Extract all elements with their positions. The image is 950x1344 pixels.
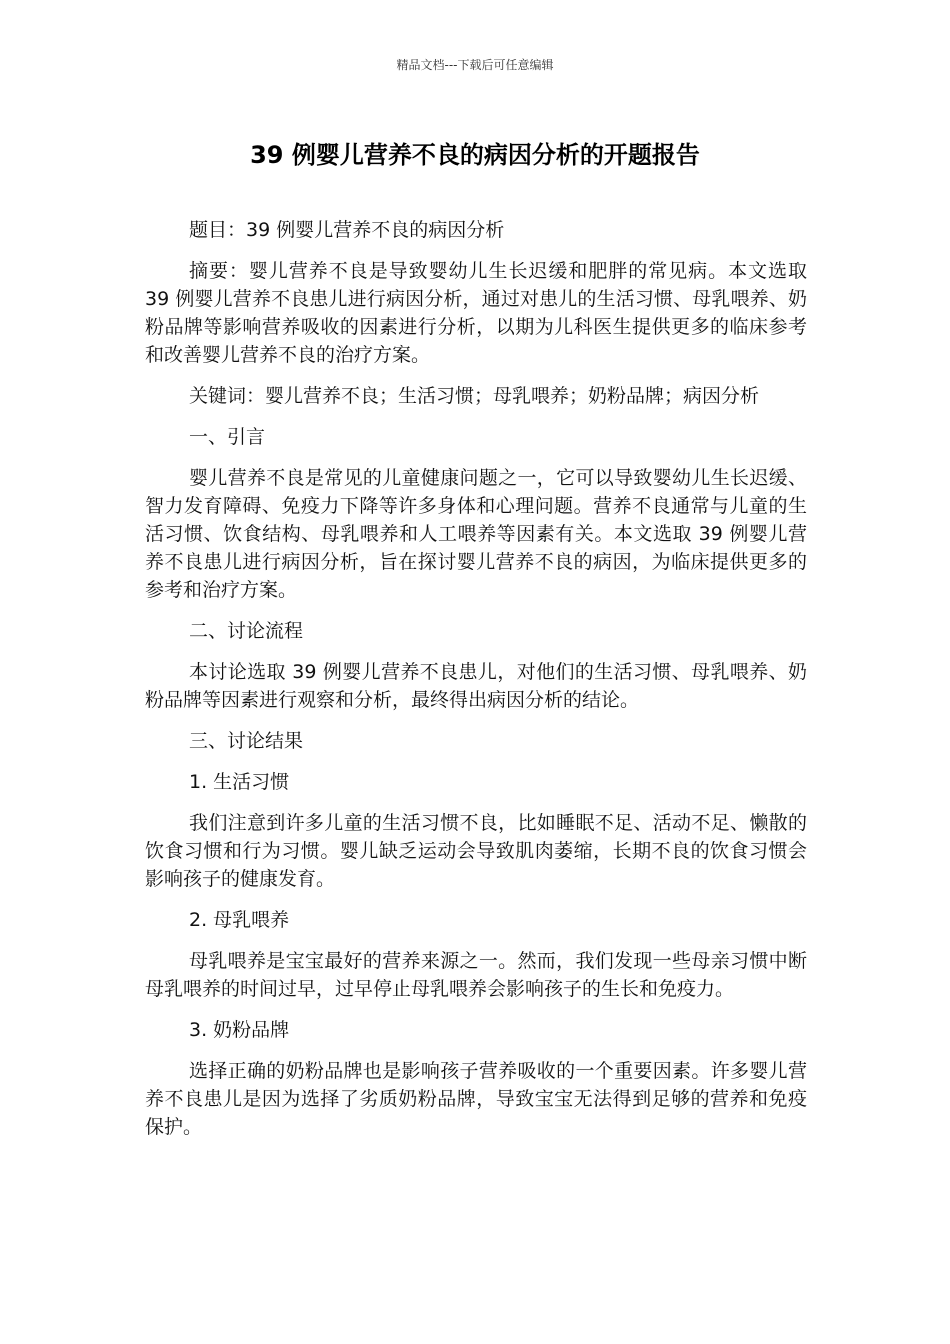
section-heading-introduction: 一、引言 — [189, 426, 266, 448]
subheading-living-habits: 1. 生活习惯 — [189, 771, 290, 793]
document-title: 39 例婴儿营养不良的病因分析的开题报告 — [250, 141, 700, 169]
process-paragraph: 本讨论选取 39 例婴儿营养不良患儿，对他们的生活习惯、母乳喂养、奶粉品牌等因素进行观察和分析，最终得出病因分析的结论。 — [145, 661, 807, 711]
breastfeeding-paragraph: 母乳喂养是宝宝最好的营养来源之一。然而，我们发现一些母亲习惯中断母乳喂养的时间过早，过早停止母乳喂养会影响孩子的生长和免疫力。 — [145, 950, 807, 1000]
section-heading-process: 二、讨论流程 — [189, 620, 304, 642]
subheading-formula-brand: 3. 奶粉品牌 — [189, 1019, 290, 1041]
subheading-breastfeeding: 2. 母乳喂养 — [189, 909, 290, 931]
keywords-paragraph: 关键词：婴儿营养不良；生活习惯；母乳喂养；奶粉品牌；病因分析 — [189, 385, 760, 407]
introduction-paragraph: 婴儿营养不良是常见的儿童健康问题之一，它可以导致婴幼儿生长迟缓、智力发育障碍、免疫力下降等许多身体和心理问题。营养不良通常与儿童的生活习惯、饮食结构、母乳喂养和人工喂养等因素有关。本文选取 39 例婴儿营养不良患儿进行病因分析，旨在探讨婴儿营养不良的病因，为临床提供更多的参考和治疗方案。 — [145, 467, 807, 601]
section-heading-results: 三、讨论结果 — [189, 730, 304, 752]
abstract-paragraph: 摘要：婴儿营养不良是导致婴幼儿生长迟缓和肥胖的常见病。本文选取 39 例婴儿营养不良患儿进行病因分析，通过对患儿的生活习惯、母乳喂养、奶粉品牌等影响营养吸收的因素进行分析，以期为儿科医生提供更多的临床参考和改善婴儿营养不良的治疗方案。 — [145, 260, 807, 366]
living-habits-paragraph: 我们注意到许多儿童的生活习惯不良，比如睡眠不足、活动不足、懒散的饮食习惯和行为习惯。婴儿缺乏运动会导致肌肉萎缩，长期不良的饮食习惯会影响孩子的健康发育。 — [145, 812, 807, 890]
document-body — [145, 216, 807, 1154]
page-header-watermark: 精品文档---下载后可任意编辑 — [396, 58, 554, 72]
formula-brand-paragraph: 选择正确的奶粉品牌也是影响孩子营养吸收的一个重要因素。许多婴儿营养不良患儿是因为选择了劣质奶粉品牌，导致宝宝无法得到足够的营养和免疫保护。 — [145, 1060, 807, 1138]
topic-line: 题目：39 例婴儿营养不良的病因分析 — [189, 219, 505, 241]
